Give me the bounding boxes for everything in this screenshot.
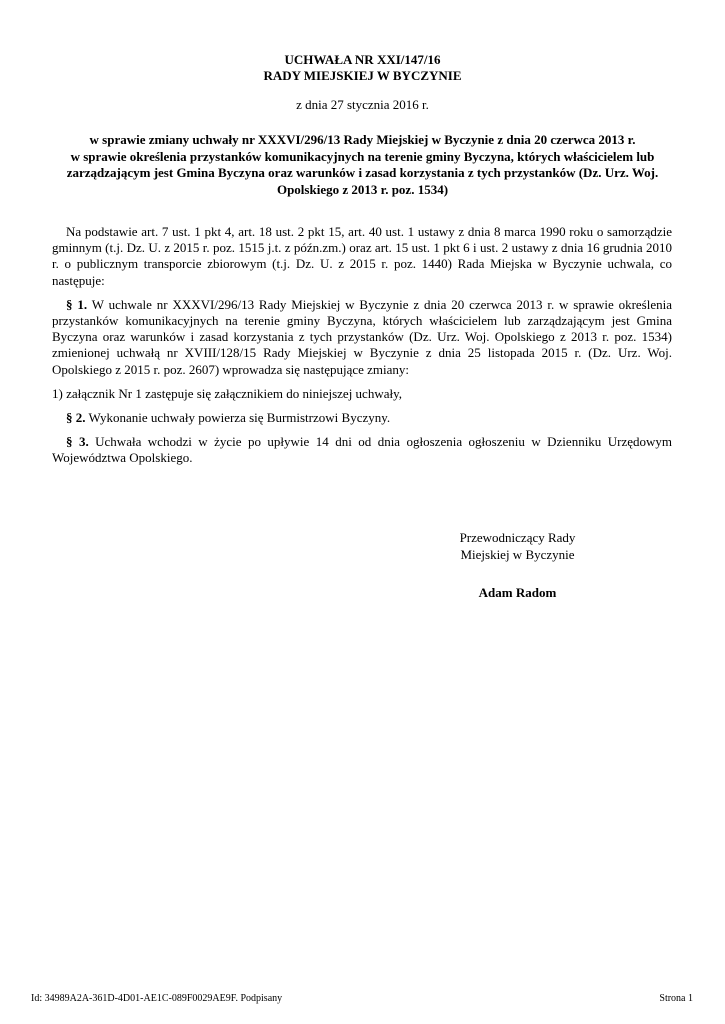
section-1-label: § 1.	[66, 296, 88, 312]
subject-line-2: w sprawie określenia przystanków komunikacyjnych na terenie gminy Byczyna, których właścicielem lub zarządzającym jest Gmina Byczyna oraz warunków i zasad korzystania z tych przystanków (Dz. Urz. Woj. Opolskiego z 2013 r. poz. 1534)	[66, 148, 659, 197]
signature-block	[430, 530, 605, 602]
section-3-text: Uchwała wchodzi w życie po upływie 14 dni od dnia ogłoszenia ogłoszeniu w Dzienniku Urzędowym Województwa Opolskiego.	[52, 434, 673, 466]
signature-role-line-1: Przewodniczący Rady	[459, 530, 576, 545]
resolution-subject	[55, 132, 670, 198]
document-id: Id: 34989A2A-361D-4D01-AE1C-089F0029AE9F. Podpisany	[31, 993, 283, 1004]
section-3-label: § 3.	[66, 434, 89, 450]
title-line-2: RADY MIEJSKIEJ W BYCZYNIE	[263, 68, 462, 83]
preamble: Na podstawie art. 7 ust. 1 pkt 4, art. 18 ust. 2 pkt 15, art. 40 ust. 1 ustawy z dnia 8 marca 1990 roku o samorządzie gminnym (t.j. Dz. U. z 2015 r. poz. 1515 j.t. z późn.zm.) oraz art. 15 ust. 1 pkt 6 i ust. 2 ustawy z dnia 16 grudnia 2010 r. o publicznym transporcie zbiorowym (t.j. Dz. U. z 2015 r. poz. 1440) Rada Miejska w Byczynie uchwala, co następuje:	[52, 224, 672, 288]
page-footer	[31, 993, 693, 1005]
resolution-title	[0, 52, 725, 84]
point-1: 1) załącznik Nr 1 zastępuje się załącznikiem do niniejszej uchwały,	[52, 385, 403, 401]
resolution-date: z dnia 27 stycznia 2016 r.	[296, 97, 429, 112]
section-2	[52, 410, 672, 426]
page-number: Strona 1	[659, 993, 693, 1004]
section-1	[52, 297, 672, 378]
section-2-label: § 2.	[66, 410, 86, 426]
signature-role-line-2: Miejskiej w Byczynie	[460, 546, 575, 562]
signatory-name: Adam Radom	[478, 585, 557, 600]
section-1-text: W uchwale nr XXXVI/296/13 Rady Miejskiej w Byczynie z dnia 20 czerwca 2013 r. w sprawie określenia przystanków komunikacyjnych na terenie gminy Byczyna, których właścicielem lub zarządzającym jest Gmina Byczyna oraz warunków i zasad korzystania z tych przystanków (Dz. Urz. Woj. Opolskiego z 2013 r. poz. 1534) zmienionej uchwałą nr XVIII/128/15 Rady Miejskiej w Byczynie z dnia 25 listopada 2015 r. (Dz. Urz. Woj. Opolskiego z 2015 r. poz. 2607) wprowadza się następujące zmiany:	[52, 296, 672, 377]
section-3	[52, 434, 672, 466]
section-2-text: Wykonanie uchwały powierza się Burmistrzowi Byczyny.	[85, 410, 391, 426]
subject-line-1: w sprawie zmiany uchwały nr XXXVI/296/13 Rady Miejskiej w Byczynie z dnia 20 czerwca 2013 r.	[89, 132, 636, 147]
title-line-1: UCHWAŁA NR XXI/147/16	[284, 52, 441, 67]
resolution-body	[52, 224, 672, 475]
